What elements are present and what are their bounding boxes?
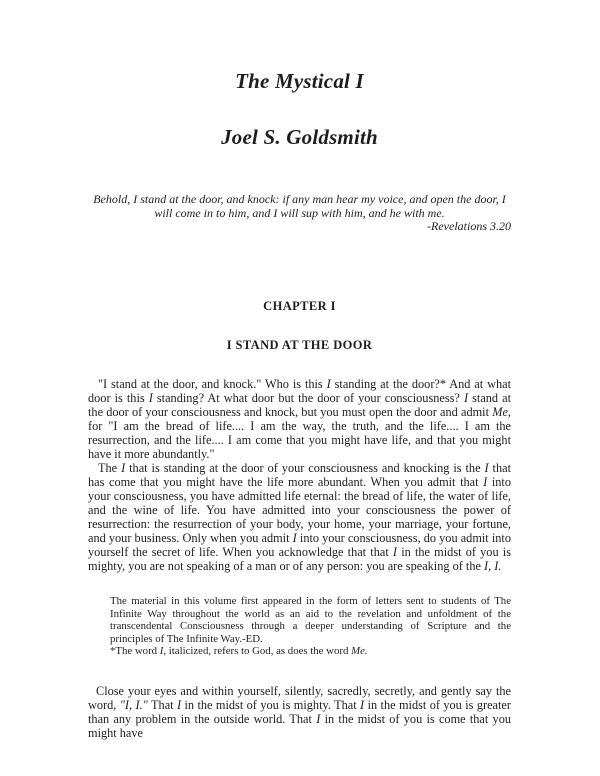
editor-footnote [110, 595, 511, 658]
closing-paragraph: Close your eyes and within yourself, silently, sacredly, secretly, and gently say the word, "I, I." That I in the midst of you is mighty. That I in the midst of you is greater than any problem in the outside world. That I in the midst of you is come that you might have [88, 683, 512, 740]
book-title: The Mystical I [235, 69, 364, 93]
section-heading: I STAND AT THE DOOR [226, 338, 373, 353]
epigraph [88, 193, 511, 234]
body-paragraph: "I stand at the door, and knock." Who is this I standing at the door?* And at what door is this I standing? At what door but the door of your consciousness? I stand at the door of your consciousness and knock, but you must open the door and admit Me, for "I am the bread of life.... I am the way, the truth, and the life.... I am the resurrection, and the life.... I am come that you might have life, and that you might have it more abundantly." [88, 376, 512, 461]
footnote-paragraph: *The word I, italicized, refers to God, as does the word Me. [110, 645, 368, 658]
book-author: Joel S. Goldsmith [221, 125, 378, 150]
chapter-heading: CHAPTER I [263, 298, 336, 313]
footnote-paragraph: The material in this volume first appeared in the form of letters sent to students of The Infinite Way throughout the world as an aid to the revelation and unfoldment of the transcendental Consciousness through a deeper understanding of Scripture and the principles of The Infinite Way.-ED. [110, 594, 511, 645]
epigraph-attribution: -Revelations 3.20 [427, 219, 511, 234]
epigraph-text: Behold, I stand at the door, and knock: if any man hear my voice, and open the door, I will come in to him, and I will sup with him, and he with me. [93, 192, 506, 220]
page-content [0, 70, 600, 740]
body-paragraph: The I that is standing at the door of your consciousness and knocking is the I that has come that you might have the life more abundant. When you admit that I into your consciousness, you have admitted life eternal: the bread of life, the water of life, and the wine of life. You have admitted into your consciousness the power of resurrection: the resurrection of your body, your home, your marriage, your fortune, and your business. Only when you admit I into your consciousness, do you admit into yourself the secret of life. When you acknowledge that that I in the midst of you is mighty, you are not speaking of a man or of any person: you are speaking of the I, I. [88, 460, 511, 573]
closing-text [88, 684, 511, 740]
body-text [88, 377, 511, 573]
